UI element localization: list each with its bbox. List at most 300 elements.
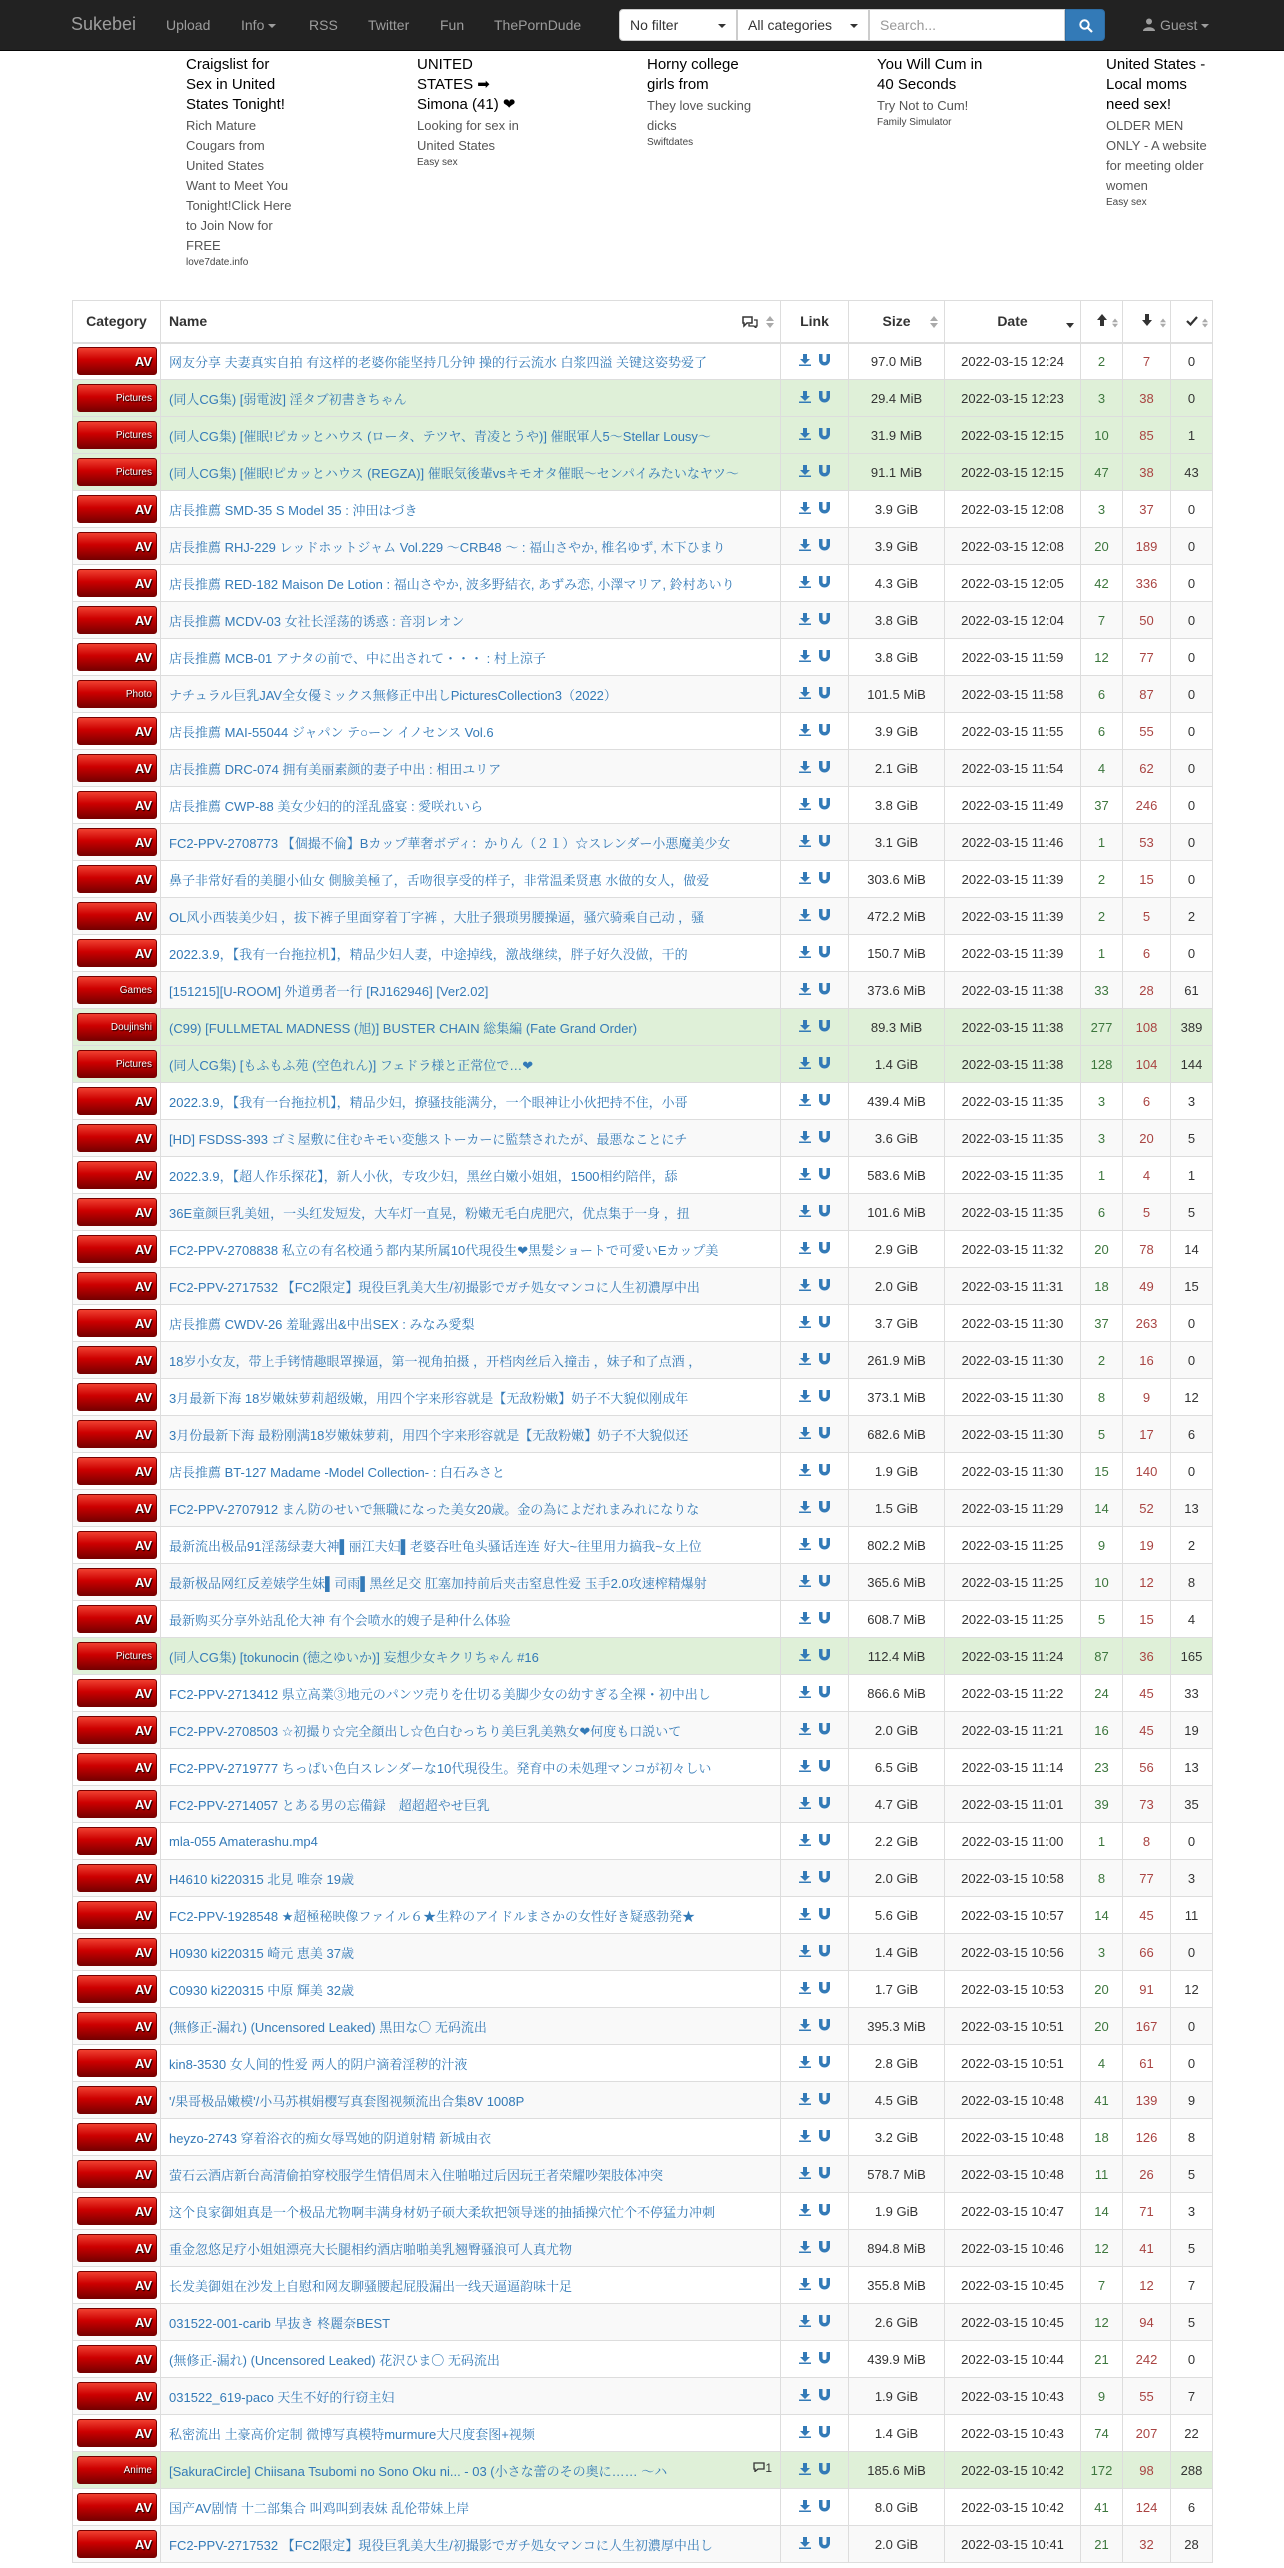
comment-count[interactable] bbox=[753, 2461, 772, 2475]
category-badge[interactable] bbox=[77, 1309, 157, 1337]
header-name[interactable] bbox=[161, 301, 781, 343]
category-badge[interactable] bbox=[77, 2012, 157, 2040]
category-badge[interactable] bbox=[77, 1235, 157, 1263]
category-badge[interactable] bbox=[77, 1272, 157, 1300]
torrent-title-link[interactable]: FC2-PPV-2719777 ちっぱい色白スレンダーな10代現役生。発育中の未処理マンコが初々しい bbox=[169, 1760, 712, 1776]
torrent-title-link[interactable]: 店長推薦 MCDV-03 女社长淫荡的诱惑 : 音羽レオン bbox=[169, 613, 465, 629]
torrent-title-link[interactable]: 私密流出 土豪高价定制 微博写真模特murmure大尺度套图+视频 bbox=[169, 2426, 535, 2442]
seeders-cell: 9 bbox=[1081, 2378, 1123, 2415]
torrent-title-link[interactable]: (無修正-漏れ) (Uncensored Leaked) 黒田な〇 无码流出 bbox=[169, 2019, 487, 2035]
header-size[interactable] bbox=[849, 301, 945, 343]
torrent-title-link[interactable]: 18岁小女友，带上手铐情趣眼罩操逼，第一视角拍摄 ，开档肉丝后入撞击 ，妹子和了点酒 ， bbox=[169, 1353, 702, 1369]
category-badge[interactable] bbox=[77, 1198, 157, 1226]
torrent-title-link[interactable]: 这个良家御姐真是一个极品尤物啊丰满身材奶子硕大柔软把领导迷的抽插操穴忙个不停猛力冲刺 bbox=[169, 2204, 716, 2220]
brand-logo[interactable]: Sukebei bbox=[71, 14, 137, 34]
category-badge[interactable] bbox=[77, 2271, 157, 2299]
download-icon[interactable] bbox=[799, 1316, 811, 1331]
magnet-icon[interactable] bbox=[819, 1982, 830, 1997]
download-icon[interactable] bbox=[799, 1797, 811, 1812]
download-icon[interactable] bbox=[799, 1760, 811, 1775]
torrent-title-link[interactable]: (C99) [FULLMETAL MADNESS (旭)] BUSTER CHAIN 総集編 (Fate Grand Order) bbox=[169, 1020, 638, 1036]
download-icon[interactable] bbox=[799, 428, 811, 443]
torrent-title-link[interactable]: 萤石云酒店新台高清偷拍穿校服学生情侣周末入住啪啪过后因玩王者荣耀吵架肢体冲突 bbox=[169, 2167, 664, 2183]
download-icon[interactable] bbox=[799, 1020, 811, 1035]
size-cell: 261.9 MiB bbox=[849, 1342, 945, 1379]
torrent-title-link[interactable]: 最新流出极品91淫荡绿妻大神▌丽江夫妇▌老婆吞吐龟头骚话连连 好大~往里用力搞我~女上位 bbox=[169, 1538, 702, 1554]
download-icon[interactable] bbox=[799, 2241, 811, 2256]
category-badge[interactable] bbox=[77, 2382, 157, 2410]
torrent-title-link[interactable]: [HD] FSDSS-393 ゴミ屋敷に住むキモい変態ストーカーに監禁されたが、最悪なことにチ bbox=[169, 1131, 688, 1147]
category-badge[interactable] bbox=[77, 1938, 157, 1966]
torrent-title-link[interactable]: FC2-PPV-2717532 【FC2限定】現役巨乳美大生/初撮影でガチ処女マンコに人生初濃厚中出 bbox=[169, 1279, 700, 1295]
link-cell bbox=[781, 528, 849, 565]
name-cell bbox=[161, 2193, 781, 2230]
magnet-icon[interactable] bbox=[819, 761, 830, 776]
download-icon[interactable] bbox=[799, 2315, 811, 2330]
category-badge[interactable] bbox=[77, 1679, 157, 1707]
category-badge[interactable] bbox=[77, 2123, 157, 2151]
nav-rss[interactable]: RSS bbox=[309, 17, 338, 33]
torrent-title-link[interactable]: 鼻子非常好看的美腿小仙女 側臉美極了，舌吻很享受的样子，非常温柔贤惠 水做的女人，做爱 bbox=[169, 872, 710, 888]
download-icon[interactable] bbox=[799, 1205, 811, 1220]
category-badge[interactable] bbox=[77, 2456, 157, 2484]
download-icon[interactable] bbox=[799, 1982, 811, 1997]
magnet-icon[interactable] bbox=[819, 798, 830, 813]
download-icon[interactable] bbox=[799, 2426, 811, 2441]
torrent-title-link[interactable]: 店長推薦 DRC-074 拥有美丽素颜的妻子中出 : 相田ユリア bbox=[169, 761, 502, 777]
category-badge[interactable] bbox=[77, 1753, 157, 1781]
torrent-title-link[interactable]: FC2-PPV-2707912 まん防のせいで無職になった美女20歳。金の為によだれまみれになりな bbox=[169, 1501, 700, 1517]
category-badge[interactable] bbox=[77, 421, 157, 449]
category-badge[interactable] bbox=[77, 902, 157, 930]
category-cell bbox=[73, 1083, 161, 1120]
category-label: AV bbox=[134, 2093, 152, 2108]
magnet-icon[interactable] bbox=[819, 1908, 830, 1923]
download-icon[interactable] bbox=[799, 2500, 811, 2515]
download-icon[interactable] bbox=[799, 1834, 811, 1849]
header-completed[interactable] bbox=[1171, 301, 1213, 343]
category-badge[interactable] bbox=[77, 458, 157, 486]
magnet-icon[interactable] bbox=[819, 909, 830, 924]
torrent-title-link[interactable]: (同人CG集) [tokunocin (徳之ゆいか)] 妄想少女キクリちゃん #16 bbox=[169, 1649, 539, 1665]
magnet-icon[interactable] bbox=[819, 2204, 830, 2219]
download-icon[interactable] bbox=[799, 1501, 811, 1516]
download-icon[interactable] bbox=[799, 872, 811, 887]
download-icon[interactable] bbox=[799, 835, 811, 850]
download-icon[interactable] bbox=[799, 2093, 811, 2108]
download-icon[interactable] bbox=[799, 798, 811, 813]
category-badge[interactable] bbox=[77, 1346, 157, 1374]
download-icon[interactable] bbox=[799, 1279, 811, 1294]
magnet-icon[interactable] bbox=[819, 2315, 830, 2330]
category-badge[interactable] bbox=[77, 347, 157, 375]
completed-cell: 5 bbox=[1171, 2304, 1213, 2341]
magnet-icon[interactable] bbox=[819, 1242, 830, 1257]
magnet-icon[interactable] bbox=[819, 1427, 830, 1442]
magnet-icon[interactable] bbox=[819, 539, 830, 554]
download-icon[interactable] bbox=[799, 2537, 811, 2552]
header-leechers[interactable] bbox=[1123, 301, 1171, 343]
torrent-title-link[interactable]: H0930 ki220315 崎元 恵美 37歳 bbox=[169, 1945, 354, 1961]
magnet-icon[interactable] bbox=[819, 502, 830, 517]
category-badge[interactable] bbox=[77, 1716, 157, 1744]
download-icon[interactable] bbox=[799, 2204, 811, 2219]
magnet-icon[interactable] bbox=[819, 835, 830, 850]
category-badge[interactable] bbox=[77, 680, 157, 708]
download-icon[interactable] bbox=[799, 1168, 811, 1183]
category-badge[interactable] bbox=[77, 1568, 157, 1596]
category-label: AV bbox=[134, 835, 152, 850]
magnet-icon[interactable] bbox=[819, 2500, 830, 2515]
magnet-icon[interactable] bbox=[819, 2426, 830, 2441]
download-icon[interactable] bbox=[799, 1649, 811, 1664]
magnet-icon[interactable] bbox=[819, 1723, 830, 1738]
torrent-title-link[interactable]: FC2-PPV-2708503 ☆初撮り☆完全顔出し☆色白むっちり美巨乳美熟女❤何度も口説いて bbox=[169, 1723, 682, 1739]
download-icon[interactable] bbox=[799, 2019, 811, 2034]
category-badge[interactable] bbox=[77, 1790, 157, 1818]
category-badge[interactable] bbox=[77, 1642, 157, 1670]
torrent-title-link[interactable]: mla-055 Amaterashu.mp4 bbox=[169, 1833, 318, 1849]
torrent-title-link[interactable]: 2022.3.9，【我有一台拖拉机】，精品少妇，撩骚技能满分，一个眼神让小伙把持不住，小哥 bbox=[169, 1094, 688, 1110]
magnet-icon[interactable] bbox=[819, 1575, 830, 1590]
table-row bbox=[73, 1268, 1213, 1305]
category-badge[interactable] bbox=[77, 1050, 157, 1078]
download-icon[interactable] bbox=[799, 502, 811, 517]
torrent-title-link[interactable]: 店長推薦 BT-127 Madame -Model Collection- : 白石みさと bbox=[169, 1464, 505, 1480]
category-badge[interactable] bbox=[77, 717, 157, 745]
download-icon[interactable] bbox=[799, 761, 811, 776]
magnet-icon[interactable] bbox=[819, 2167, 830, 2182]
category-badge[interactable] bbox=[77, 1383, 157, 1411]
ad-block[interactable] bbox=[186, 55, 294, 269]
magnet-icon[interactable] bbox=[819, 1686, 830, 1701]
torrent-title-link[interactable]: '/果哥极品嫩模'/小马苏棋娟樱写真套图视频流出合集8V 1008P bbox=[169, 2093, 525, 2109]
magnet-icon[interactable] bbox=[819, 872, 830, 887]
download-icon[interactable] bbox=[799, 1390, 811, 1405]
torrent-title-link[interactable]: 3月最新下海 18岁嫩妹萝莉超级嫩，用四个字来形容就是【无敌粉嫩】奶子不大貌似刚成年 bbox=[169, 1390, 689, 1406]
download-icon[interactable] bbox=[799, 650, 811, 665]
download-icon[interactable] bbox=[799, 1464, 811, 1479]
category-badge[interactable] bbox=[77, 1975, 157, 2003]
category-badge[interactable] bbox=[77, 2049, 157, 2077]
magnet-icon[interactable] bbox=[819, 2537, 830, 2552]
leechers-cell: 207 bbox=[1123, 2415, 1171, 2452]
torrent-title-link[interactable]: FC2-PPV-2708773 【個撮不倫】Bカップ華奢ボディ：かりん（２１）☆スレンダー小悪魔美少女 bbox=[169, 835, 731, 851]
category-badge[interactable] bbox=[77, 939, 157, 967]
torrent-title-link[interactable]: 国产AV剧情 十二部集合 叫鸡叫到表妹 乱伦带妹上岸 bbox=[169, 2500, 470, 2516]
table-row bbox=[73, 1823, 1213, 1860]
download-icon[interactable] bbox=[799, 1242, 811, 1257]
download-icon[interactable] bbox=[799, 1871, 811, 1886]
magnet-icon[interactable] bbox=[819, 2278, 830, 2293]
torrent-title-link[interactable]: OL风小西装美少妇 ，拔下裤子里面穿着丁字裤 ，大肚子猥琐男腰操逼，骚穴骑乘自己动 ，骚 bbox=[169, 909, 705, 925]
magnet-icon[interactable] bbox=[819, 576, 830, 591]
leechers-cell: 56 bbox=[1123, 1749, 1171, 1786]
category-badge[interactable] bbox=[77, 1420, 157, 1448]
torrent-title-link[interactable]: [151215][U-ROOM] 外道勇者一行 [RJ162946] [Ver2.02] bbox=[169, 983, 489, 999]
download-icon[interactable] bbox=[799, 2278, 811, 2293]
category-cell bbox=[73, 676, 161, 713]
magnet-icon[interactable] bbox=[819, 354, 830, 369]
torrent-title-link[interactable]: FC2-PPV-2714057 とある男の忘備録 超超超やせ巨乳 bbox=[169, 1797, 490, 1813]
leechers-cell: 38 bbox=[1123, 380, 1171, 417]
ad-block[interactable] bbox=[647, 55, 757, 149]
download-icon[interactable] bbox=[799, 1908, 811, 1923]
torrent-title-link[interactable]: 店長推薦 CWDV-26 羞耻露出&中出SEX : みなみ愛梨 bbox=[169, 1316, 475, 1332]
leechers-cell: 94 bbox=[1123, 2304, 1171, 2341]
seeders-cell: 47 bbox=[1081, 454, 1123, 491]
category-badge[interactable] bbox=[77, 976, 157, 1004]
download-icon[interactable] bbox=[799, 1686, 811, 1701]
magnet-icon[interactable] bbox=[819, 465, 830, 480]
magnet-icon[interactable] bbox=[819, 2241, 830, 2256]
magnet-icon[interactable] bbox=[819, 983, 830, 998]
magnet-icon[interactable] bbox=[819, 1538, 830, 1553]
magnet-icon[interactable] bbox=[819, 1834, 830, 1849]
magnet-icon[interactable] bbox=[819, 1760, 830, 1775]
magnet-icon[interactable] bbox=[819, 2019, 830, 2034]
download-icon[interactable] bbox=[799, 946, 811, 961]
category-badge[interactable] bbox=[77, 1161, 157, 1189]
nav-twitter[interactable]: Twitter bbox=[368, 17, 410, 33]
category-badge[interactable] bbox=[77, 754, 157, 782]
category-badge[interactable] bbox=[77, 2197, 157, 2225]
download-icon[interactable] bbox=[799, 2463, 811, 2478]
completed-cell: 0 bbox=[1171, 787, 1213, 824]
magnet-icon[interactable] bbox=[819, 1871, 830, 1886]
ad-block[interactable] bbox=[417, 55, 527, 169]
torrent-title-link[interactable]: 最新购买分享外站乱伦大神 有个会喷水的嫂子是种什么体验 bbox=[169, 1612, 511, 1628]
magnet-icon[interactable] bbox=[819, 1168, 830, 1183]
torrent-title-link[interactable]: 3月份最新下海 最粉刚满18岁嫩妹萝莉，用四个字来形容就是【无敌粉嫩】奶子不大貌似还 bbox=[169, 1427, 689, 1443]
download-icon[interactable] bbox=[799, 1427, 811, 1442]
leechers-cell: 167 bbox=[1123, 2008, 1171, 2045]
category-badge[interactable] bbox=[77, 532, 157, 560]
torrent-title-link[interactable]: 36E童颜巨乳美妞，一头红发短发，大车灯一直晃，粉嫩无毛白虎肥穴，优点集于一身 ，扭 bbox=[169, 1205, 690, 1221]
download-icon[interactable] bbox=[799, 2056, 811, 2071]
torrent-title-link[interactable]: 031522_619-paco 天生不好的行窃主妇 bbox=[169, 2389, 395, 2405]
torrent-title-link[interactable]: (同人CG集) [催眠!ピカッとハウス (REGZA)] 催眠気後輩vsキモオタ催眠～センパイみたいなヤツ～ bbox=[169, 465, 739, 481]
download-icon[interactable] bbox=[799, 1575, 811, 1590]
download-icon[interactable] bbox=[799, 1723, 811, 1738]
torrent-title-link[interactable]: (無修正-漏れ) (Uncensored Leaked) 花沢ひま〇 无码流出 bbox=[169, 2352, 500, 2368]
category-select[interactable] bbox=[737, 9, 869, 41]
category-badge[interactable] bbox=[77, 2234, 157, 2262]
magnet-icon[interactable] bbox=[819, 1945, 830, 1960]
torrent-title-link[interactable]: 最新极品网红反差婊学生妹▌司雨▌黑丝足交 肛塞加持前后夹击窒息性爱 玉手2.0攻速榨精爆射 bbox=[169, 1575, 707, 1591]
category-badge[interactable] bbox=[77, 1901, 157, 1929]
download-icon[interactable] bbox=[799, 613, 811, 628]
name-cell bbox=[161, 565, 781, 602]
magnet-icon[interactable] bbox=[819, 1649, 830, 1664]
header-date[interactable] bbox=[945, 301, 1081, 343]
date-cell: 2022-03-15 10:45 bbox=[945, 2267, 1081, 2304]
category-badge[interactable] bbox=[77, 2086, 157, 2114]
download-icon[interactable] bbox=[799, 1612, 811, 1627]
download-icon[interactable] bbox=[799, 1538, 811, 1553]
download-icon[interactable] bbox=[799, 391, 811, 406]
torrent-title-link[interactable]: kin8-3530 女人间的性爱 两人的阴户滴着淫秽的汁液 bbox=[169, 2056, 468, 2072]
magnet-icon[interactable] bbox=[819, 391, 830, 406]
magnet-icon[interactable] bbox=[819, 2093, 830, 2108]
download-icon[interactable] bbox=[799, 1945, 811, 1960]
category-badge[interactable] bbox=[77, 2308, 157, 2336]
download-icon[interactable] bbox=[799, 354, 811, 369]
category-cell bbox=[73, 1342, 161, 1379]
torrent-title-link[interactable]: 店長推薦 SMD-35 S Model 35 : 沖田はづき bbox=[169, 502, 418, 518]
torrent-title-link[interactable]: 店長推薦 MAI-55044 ジャパン テ○ーン イノセンス Vol.6 bbox=[169, 724, 494, 740]
nav-theporndude[interactable]: ThePornDude bbox=[494, 17, 582, 33]
download-icon[interactable] bbox=[799, 2389, 811, 2404]
seeders-cell: 41 bbox=[1081, 2082, 1123, 2119]
category-badge[interactable] bbox=[77, 1087, 157, 1115]
seeders-cell: 74 bbox=[1081, 2415, 1123, 2452]
magnet-icon[interactable] bbox=[819, 1501, 830, 1516]
search-button[interactable] bbox=[1065, 9, 1105, 41]
ad-block[interactable] bbox=[877, 55, 987, 129]
download-icon[interactable] bbox=[799, 983, 811, 998]
guest-menu[interactable] bbox=[1143, 17, 1209, 33]
magnet-icon[interactable] bbox=[819, 1094, 830, 1109]
leechers-cell: 189 bbox=[1123, 528, 1171, 565]
magnet-icon[interactable] bbox=[819, 2463, 830, 2478]
torrent-title-link[interactable]: 2022.3.9，【超人作乐探花】，新人小伙，专攻少妇，黑丝白嫩小姐姐，1500相约陪伴，舔 bbox=[169, 1168, 678, 1184]
name-cell bbox=[161, 787, 781, 824]
category-badge[interactable] bbox=[77, 865, 157, 893]
nav-upload[interactable]: Upload bbox=[166, 17, 211, 33]
seeders-cell: 2 bbox=[1081, 898, 1123, 935]
category-badge[interactable] bbox=[77, 1013, 157, 1041]
category-badge[interactable] bbox=[77, 2160, 157, 2188]
category-badge[interactable] bbox=[77, 2345, 157, 2373]
magnet-icon[interactable] bbox=[819, 946, 830, 961]
category-badge[interactable] bbox=[77, 2530, 157, 2558]
leechers-cell: 246 bbox=[1123, 787, 1171, 824]
table-row bbox=[73, 676, 1213, 713]
download-icon[interactable] bbox=[799, 909, 811, 924]
download-icon[interactable] bbox=[799, 1353, 811, 1368]
torrent-title-link[interactable]: 店長推薦 MCB-01 アナタの前で、中に出されて・・・ : 村上涼子 bbox=[169, 650, 546, 666]
category-badge[interactable] bbox=[77, 1827, 157, 1855]
completed-cell: 11 bbox=[1171, 1897, 1213, 1934]
category-badge[interactable] bbox=[77, 495, 157, 523]
download-icon[interactable] bbox=[799, 724, 811, 739]
category-badge[interactable] bbox=[77, 1457, 157, 1485]
download-icon[interactable] bbox=[799, 2130, 811, 2145]
torrent-title-link[interactable]: C0930 ki220315 中原 輝美 32歳 bbox=[169, 1982, 354, 1998]
torrent-title-link[interactable]: 店長推薦 CWP-88 美女少妇的的淫乱盛宴 : 愛咲れいら bbox=[169, 798, 484, 814]
magnet-icon[interactable] bbox=[819, 613, 830, 628]
leechers-cell: 36 bbox=[1123, 1638, 1171, 1675]
magnet-icon[interactable] bbox=[819, 724, 830, 739]
nav-fun[interactable]: Fun bbox=[440, 17, 465, 33]
category-badge[interactable] bbox=[77, 384, 157, 412]
magnet-icon[interactable] bbox=[819, 2389, 830, 2404]
magnet-icon[interactable] bbox=[819, 1205, 830, 1220]
torrent-title-link[interactable]: H4610 ki220315 北見 唯奈 19歳 bbox=[169, 1871, 354, 1887]
magnet-icon[interactable] bbox=[819, 1279, 830, 1294]
filter-select[interactable] bbox=[619, 9, 737, 41]
magnet-icon[interactable] bbox=[819, 2056, 830, 2071]
search-input[interactable]: Search... bbox=[869, 9, 1065, 41]
download-icon[interactable] bbox=[799, 2352, 811, 2367]
torrent-title-link[interactable]: FC2-PPV-2717532 【FC2限定】現役巨乳美大生/初撮影でガチ処女マンコに人生初濃厚中出し bbox=[169, 2537, 713, 2553]
torrent-title-link[interactable]: 031522-001-carib 早抜き 柊麗奈BEST bbox=[169, 2315, 391, 2331]
download-icon[interactable] bbox=[799, 2167, 811, 2182]
category-badge[interactable] bbox=[77, 606, 157, 634]
magnet-icon[interactable] bbox=[819, 1020, 830, 1035]
nav-info[interactable] bbox=[241, 17, 276, 33]
torrent-title-link[interactable]: 网友分享 夫妻真实自拍 有这样的老婆你能坚持几分钟 操的行云流水 白浆四溢 关键这姿势爱了 bbox=[169, 354, 708, 370]
torrent-title-link[interactable]: heyzo-2743 穿着浴衣的痴女辱骂她的阴道射精 新城由衣 bbox=[169, 2130, 492, 2146]
download-icon[interactable] bbox=[799, 465, 811, 480]
magnet-icon[interactable] bbox=[819, 1353, 830, 1368]
torrent-title-link[interactable]: (同人CG集) [催眠!ピカッとハウス (ロータ、テツヤ、青凌とうや)] 催眠軍人5～Stellar Lousy～ bbox=[169, 428, 711, 444]
torrent-title-link[interactable]: (同人CG集) [弱電波] 淫タブ初書きちゃん bbox=[169, 391, 407, 407]
magnet-icon[interactable] bbox=[819, 1057, 830, 1072]
category-badge[interactable] bbox=[77, 2419, 157, 2447]
torrent-title-link[interactable]: 2022.3.9，【我有一台拖拉机】，精品少妇人妻，中途掉线，激战继续，胖子好久没做，干的 bbox=[169, 946, 688, 962]
category-badge[interactable] bbox=[77, 791, 157, 819]
magnet-icon[interactable] bbox=[819, 1390, 830, 1405]
category-badge[interactable] bbox=[77, 1494, 157, 1522]
category-badge[interactable] bbox=[77, 1605, 157, 1633]
torrent-title-link[interactable]: 长发美御姐在沙发上自慰和网友聊骚腰起屁股漏出一线天逼逼韵味十足 bbox=[169, 2278, 573, 2294]
torrent-title-link[interactable]: FC2-PPV-1928548 ★超極秘映像ファイル６★生粋のアイドルまさかの女性好き疑惑勃発★ bbox=[169, 1908, 695, 1924]
download-icon[interactable] bbox=[799, 539, 811, 554]
category-badge[interactable] bbox=[77, 643, 157, 671]
download-icon[interactable] bbox=[799, 1057, 811, 1072]
magnet-icon[interactable] bbox=[819, 1131, 830, 1146]
torrent-title-link[interactable]: (同人CG集) [もふもふ苑 (空色れん)] フェドラ様と正常位で…❤ bbox=[169, 1057, 534, 1073]
category-badge[interactable] bbox=[77, 1124, 157, 1152]
torrent-title-link[interactable]: 重金忽悠足疗小姐姐漂亮大长腿相约酒店啪啪美乳翘臀骚浪可人真尤物 bbox=[169, 2241, 573, 2257]
magnet-icon[interactable] bbox=[819, 2130, 830, 2145]
torrent-title-link[interactable]: 店長推薦 RED-182 Maison De Lotion : 福山さやか, 波多野結衣, あずみ恋, 小澤マリア, 鈴村あいり bbox=[169, 576, 735, 592]
magnet-icon[interactable] bbox=[819, 428, 830, 443]
completed-cell: 0 bbox=[1171, 824, 1213, 861]
category-cell bbox=[73, 1453, 161, 1490]
table-row bbox=[73, 528, 1213, 565]
magnet-icon[interactable] bbox=[819, 687, 830, 702]
magnet-icon[interactable] bbox=[819, 650, 830, 665]
torrent-title-link[interactable]: [SakuraCircle] Chiisana Tsubomi no Sono Oku ni... - 03 (小さな蕾のその奥に…… 〜ハ bbox=[169, 2463, 668, 2479]
category-badge[interactable] bbox=[77, 1864, 157, 1892]
ad-block[interactable] bbox=[1106, 55, 1216, 209]
download-icon[interactable] bbox=[799, 1094, 811, 1109]
download-icon[interactable] bbox=[799, 1131, 811, 1146]
torrent-title-link[interactable]: 店長推薦 RHJ-229 レッドホットジャム Vol.229 ～CRB48 ～ : 福山さやか, 椎名ゆず, 木下ひまり bbox=[169, 539, 726, 555]
magnet-icon[interactable] bbox=[819, 1464, 830, 1479]
torrent-title-link[interactable]: FC2-PPV-2713412 県立高業③地元のパンツ売りを仕切る美脚少女の幼すぎる全裸・初中出し bbox=[169, 1686, 711, 1702]
header-seeders[interactable] bbox=[1081, 301, 1123, 343]
magnet-icon[interactable] bbox=[819, 1316, 830, 1331]
table-row bbox=[73, 750, 1213, 787]
category-cell bbox=[73, 1638, 161, 1675]
category-badge[interactable] bbox=[77, 828, 157, 856]
magnet-icon[interactable] bbox=[819, 2352, 830, 2367]
category-badge[interactable] bbox=[77, 569, 157, 597]
category-cell bbox=[73, 713, 161, 750]
category-badge[interactable] bbox=[77, 1531, 157, 1559]
download-icon[interactable] bbox=[799, 687, 811, 702]
category-badge[interactable] bbox=[77, 2493, 157, 2521]
magnet-icon[interactable] bbox=[819, 1797, 830, 1812]
torrent-title-link[interactable]: ナチュラル巨乳JAV全女優ミックス無修正中出しPicturesCollection3（2022） bbox=[169, 687, 617, 703]
torrent-title-link[interactable]: FC2-PPV-2708838 私立の有名校通う都内某所属10代現役生❤黒髪ショートで可愛いEカップ美 bbox=[169, 1242, 719, 1258]
download-icon[interactable] bbox=[799, 576, 811, 591]
magnet-icon[interactable] bbox=[819, 1612, 830, 1627]
